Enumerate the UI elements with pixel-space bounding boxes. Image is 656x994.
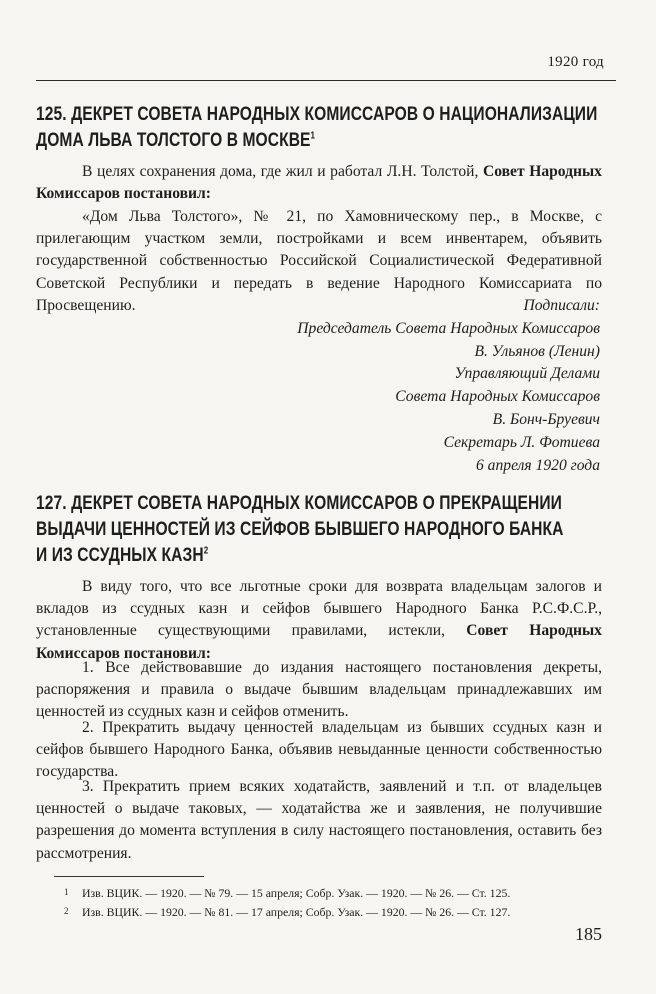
signature-line: Секретарь Л. Фотиева xyxy=(443,433,600,451)
section-125-intro-text: В целях сохранения дома, где жил и работал Л.Н. Толстой, xyxy=(82,163,483,180)
section-127-item-2: 2. Прекратить выдачу ценностей владельцам из бывших ссудных казн и сейфов бывшего Народного Банка, объявив невыданные ценности собственностью государства. xyxy=(36,719,602,781)
section-125-intro-bold: Совет Народных Комиссаров постановил: xyxy=(36,163,602,203)
signature-line: Председатель Совета Народных Комиссаров xyxy=(297,319,600,337)
section-127-title-line3-text: И ИЗ ССУДНЫХ КАЗН xyxy=(36,544,204,566)
section-127-intro xyxy=(36,576,602,665)
section-125-title-line1: 125. ДЕКРЕТ СОВЕТА НАРОДНЫХ КОМИССАРОВ О НАЦИОНАЛИЗАЦИИ xyxy=(36,103,598,125)
footnote-rule xyxy=(54,876,204,877)
section-125-intro xyxy=(36,161,602,205)
section-125-title xyxy=(36,101,620,153)
section-127-title-line2: ВЫДАЧИ ЦЕННОСТЕЙ ИЗ СЕЙФОВ БЫВШЕГО НАРОДНОГО БАНКА xyxy=(36,518,564,540)
footnote-ref-1[interactable]: 1 xyxy=(310,130,316,142)
footnote-2-number: 2 xyxy=(64,905,69,916)
section-125-signatures xyxy=(180,295,600,477)
section-127-intro-text: В виду того, что все льготные сроки для возврата владельцам залогов и вкладов из ссудных казн и сейфов бывшего Народного Банка Р.С.Ф.С.Р., установленные существующими правилами, истекли, xyxy=(36,578,602,640)
footnote-2-text: Изв. ВЦИК. — 1920. — № 81. — 17 апреля; Собр. Узак. — 1920. — № 26. — Ст. 127. xyxy=(82,904,511,919)
signature-line: Управляющий Делами xyxy=(454,365,600,383)
signature-date: 6 апреля 1920 года xyxy=(475,456,600,474)
signature-line: В. Ульянов (Ленин) xyxy=(474,342,600,360)
signature-line: Подписали: xyxy=(523,297,600,314)
signature-line: Совета Народных Комиссаров xyxy=(395,388,600,406)
section-127-title-line1: 127. ДЕКРЕТ СОВЕТА НАРОДНЫХ КОМИССАРОВ О ПРЕКРАЩЕНИИ xyxy=(36,492,562,514)
section-127-item-3: 3. Прекратить прием всяких ходатайств, заявлений и т.п. от владельцев ценностей о выдаче таковых, — ходатайства же и заявления, не получившие разрешения до момента вступления в силу настоящего постановления, оставить без рассмотрения. xyxy=(36,778,602,862)
signature-line: В. Бонч-Бруевич xyxy=(492,410,600,428)
footnote-1 xyxy=(64,884,604,903)
section-127-title xyxy=(36,490,620,568)
footnote-ref-2[interactable]: 2 xyxy=(203,545,209,557)
header-rule xyxy=(36,80,616,81)
section-127-title-line3 xyxy=(36,542,620,568)
footnote-1-text: Изв. ВЦИК. — 1920. — № 79. — 15 апреля; Собр. Узак. — 1920. — № 26. — Ст. 125. xyxy=(82,886,511,900)
section-125-body: «Дом Льва Толстого», № 21, по Хамовническому пер., в Москве, с прилегающим участком земли, постройками и всем инвентарем, объявить государственной собственностью Российской Социалистической Федеративной Советской Республики и передать в ведение Народного Комиссариата по Просвещению. xyxy=(36,208,602,314)
footnote-2 xyxy=(64,903,604,922)
section-125-title-line2-text: ДОМА ЛЬВА ТОЛСТОГО В МОСКВЕ xyxy=(36,129,311,151)
footnotes xyxy=(64,884,604,921)
footnote-1-number: 1 xyxy=(64,887,69,897)
section-127-item-1: 1. Все действовавшие до издания настоящего постановления декреты, распоряжения и правила о выдаче бывшим владельцам принадлежавших им ценностей из ссудных казн и сейфов отменить. xyxy=(36,659,602,721)
running-head: 1920 год xyxy=(547,54,604,70)
section-127-intro-bold: Совет Народных Комиссаров постановил: xyxy=(36,622,602,662)
section-125-title-line2 xyxy=(36,127,620,153)
page-number: 185 xyxy=(575,924,602,944)
